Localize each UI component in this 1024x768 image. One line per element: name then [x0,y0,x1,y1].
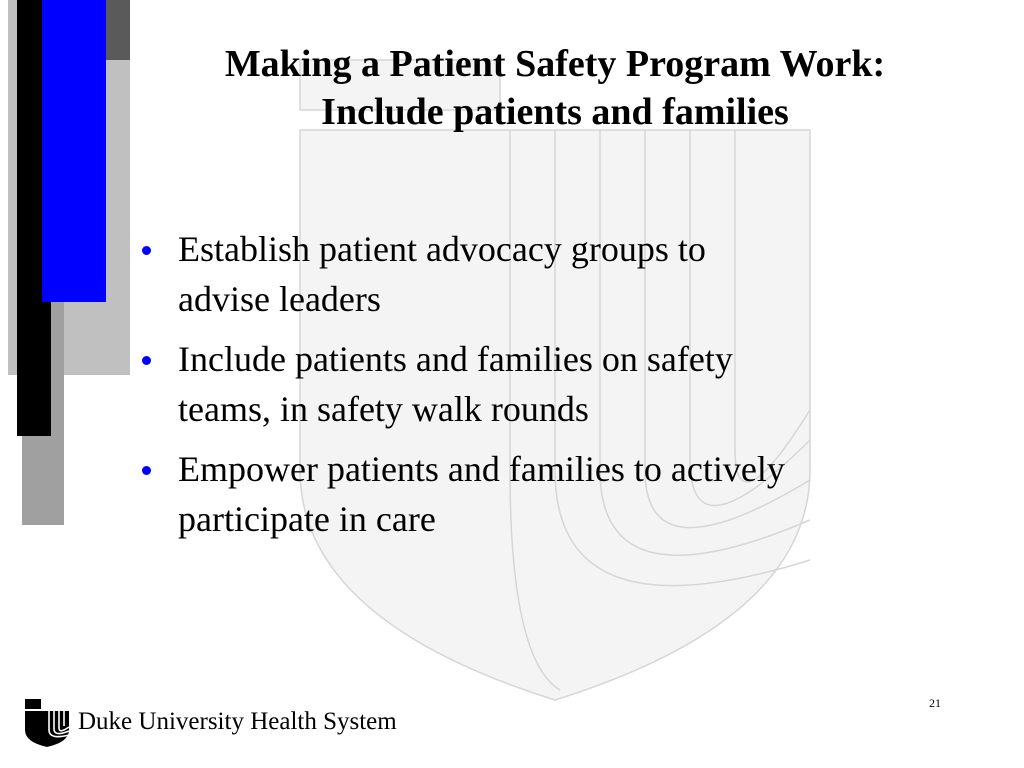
bullet-line: teams, in safety walk rounds [178,389,589,429]
bullet-line: Empower patients and families to actively [178,449,785,489]
blue-dot-icon [142,356,151,365]
slide-title [150,40,960,136]
bullet-line: participate in care [178,499,436,539]
bullet-line: advise leaders [178,279,381,319]
footer [24,698,484,750]
slide-title-line: Include patients and families [321,91,789,133]
bullet-line: Include patients and families on safety [178,339,733,379]
blue-dot-icon [142,246,151,255]
footer-organization-name: Duke University Health System [78,708,397,735]
bullet-line: Establish patient advocacy groups to [178,229,706,269]
slide-title-line: Making a Patient Safety Program Work: [224,43,886,85]
bullet-list [138,224,968,554]
page-number: 21 [929,696,941,710]
bullet-item [138,224,968,324]
duke-shield-logo-icon [24,698,70,748]
bullet-item [138,334,968,434]
bullet-item [138,444,968,544]
blue-dot-icon [142,466,151,475]
